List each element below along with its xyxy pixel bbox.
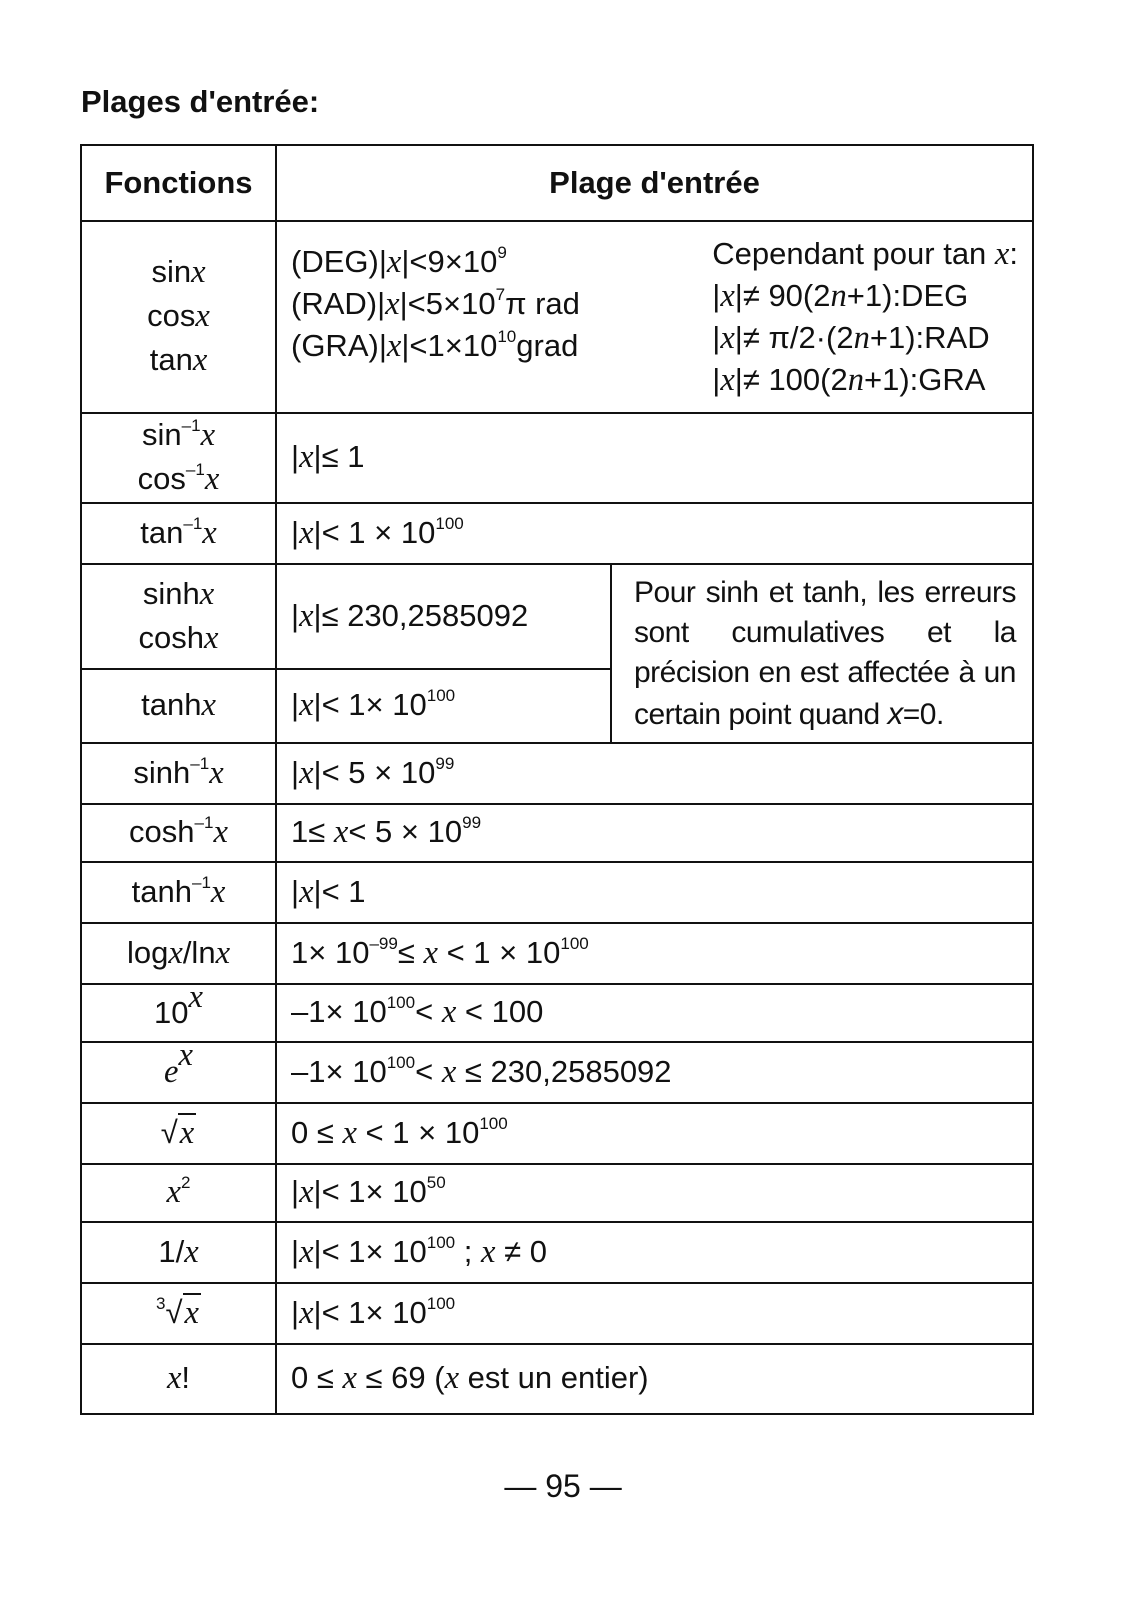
tan-note-title: Cependant pour tan x: [712,236,1018,272]
fn-reciprocal: 1/x [81,1222,276,1283]
table-row [81,923,1033,984]
input-range-table [80,144,1034,1415]
sqrt-icon: √ [165,1294,183,1330]
fn-exp: $e^x$ [81,1042,276,1103]
range-atan: $|x|< 1 \times 10^{100}$ [276,503,1033,564]
fn-cube-root: $^3$√x [81,1283,276,1344]
range-factorial: 0 ≤ x ≤ 69 (x est un entier) [276,1344,1033,1414]
header-functions: Fonctions [81,145,276,221]
sqrt-icon: √ [160,1114,178,1150]
range-log-ln: $1\times 10^{-99}\le x < 1 \times 10^{100}$ [276,923,1033,984]
fn-atan: $\tan^{-1}x$ [81,503,276,564]
fn-tanh: tanhx [81,669,276,743]
fn-sinh-cosh: sinhx coshx [81,564,276,669]
table-row [81,984,1033,1042]
fn-factorial: x! [81,1344,276,1414]
table-row [81,1164,1033,1222]
range-acosh: $1\le x< 5 \times 10^{99}$ [276,804,1033,862]
range-sqrt: $0 \le x < 1 \times 10^{100}$ [276,1103,1033,1164]
fn-asin-acos: $\sin^{-1}x$ $\cos^{-1}x$ [81,413,276,503]
fn-log-ln: logx/lnx [81,923,276,984]
table-row [81,1042,1033,1103]
table-row [81,413,1033,503]
table-row [81,1344,1033,1414]
table-row [81,221,1033,413]
range-asinh: $|x|< 5 \times 10^{99}$ [276,743,1033,804]
table-row [81,1103,1033,1164]
range-reciprocal: $|x|< 1\times 10^{100}$ ; x ≠ 0 [276,1222,1033,1283]
range-exp: $-1\times 10^{100}< x \le 230,2585092$ [276,1042,1033,1103]
table-row [81,1222,1033,1283]
tan-note-rad: |x|≠ π/2·(2n+1):RAD [712,320,990,356]
table-row [81,743,1033,804]
fn-sqrt: √x [81,1103,276,1164]
range-deg: $(DEG)|x|<9\times 10^9$ [291,243,507,280]
page-number: — 95 — [504,1468,622,1504]
table-header-row [81,145,1033,221]
range-square: $|x|< 1\times 10^{50}$ [276,1164,1033,1222]
hyperbolic-note: Pour sinh et tanh, les erreurs sont cumulatives et la précision en est affectée à un certain point quand x=0. [611,564,1033,743]
fn-pow10: 10$^x$ [81,984,276,1042]
tan-note-deg: |x|≠ 90(2n+1):DEG [712,278,969,314]
table-row [81,564,1033,669]
range-cube-root: $|x|< 1\times 10^{100}$ [276,1283,1033,1344]
header-input-range: Plage d'entrée [276,145,1033,221]
fn-trig: sinx cosx tanx [81,221,276,413]
range-asin-acos: |x|≤ 1 [276,413,1033,503]
table-row [81,804,1033,862]
table-row [81,862,1033,923]
fn-asinh: $\sinh^{-1}x$ [81,743,276,804]
range-gra: $(GRA)|x|<1\times 10^{10}grad$ [291,327,579,364]
range-pow10: $-1\times 10^{100}< x < 100$ [276,984,1033,1042]
range-sinh-cosh: |x|≤ 230,2585092 [276,564,611,669]
fn-square: $x^2$ [81,1164,276,1222]
fn-atanh: $\tanh^{-1}x$ [81,862,276,923]
range-tanh: $|x|< 1\times 10^{100}$ [276,669,611,743]
table-row [81,1283,1033,1344]
table-row [81,503,1033,564]
range-rad: $(RAD)|x|<5\times 10^7\pi$ rad [291,285,580,322]
range-atanh: |x|< 1 [276,862,1033,923]
tan-note-gra: |x|≠ 100(2n+1):GRA [712,362,986,398]
fn-acosh: $\cosh^{-1}x$ [81,804,276,862]
range-trig [276,221,1033,413]
page-heading: Plages d'entrée: [81,84,320,119]
